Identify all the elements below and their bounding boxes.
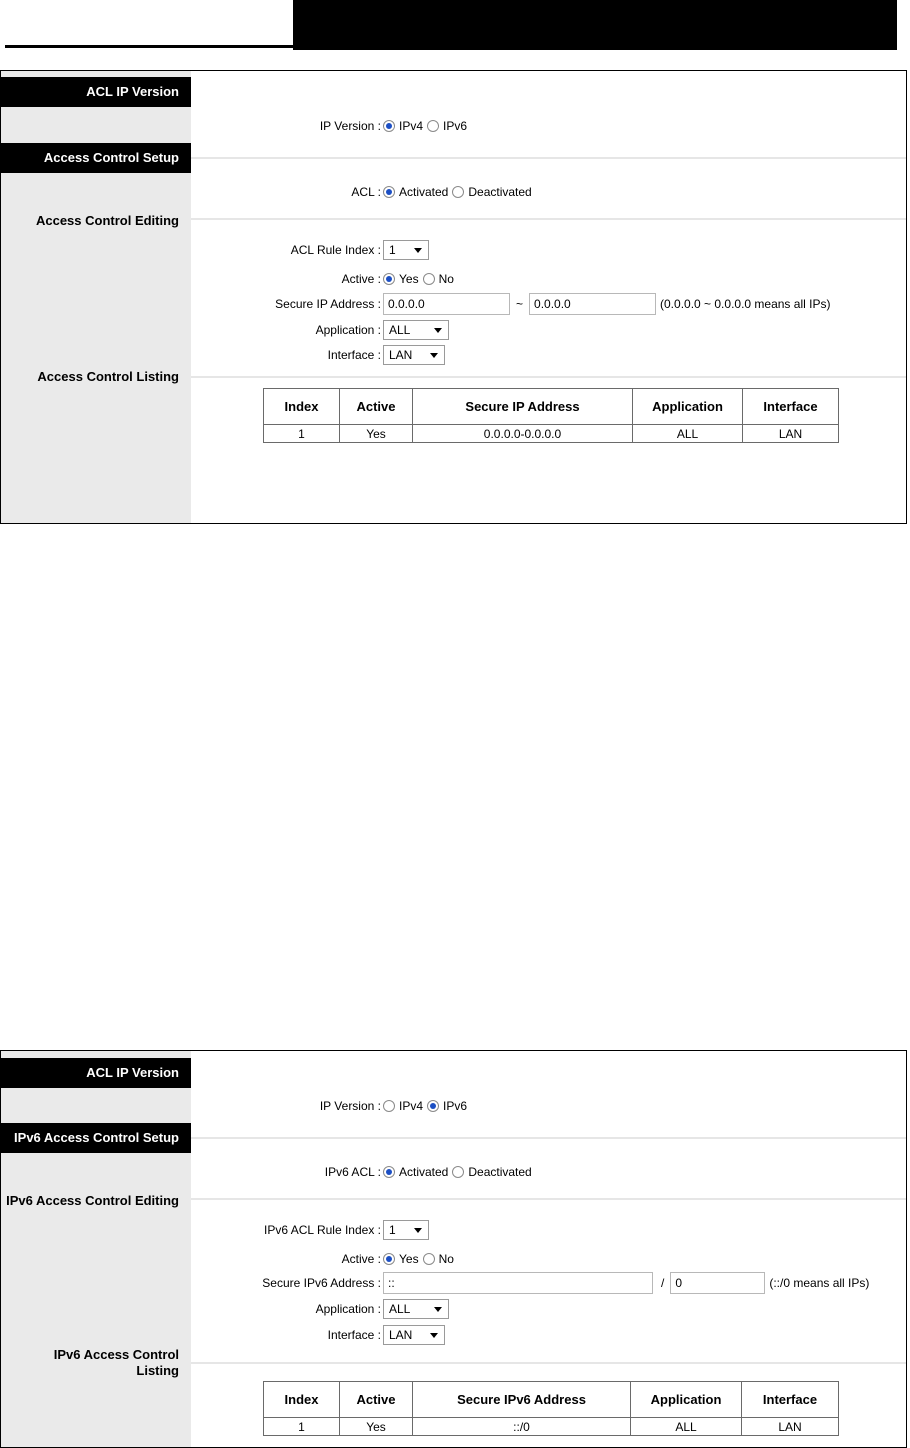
cell-secure-ip: 0.0.0.0-0.0.0.0 xyxy=(413,425,633,443)
rule-index-row xyxy=(191,238,906,262)
interface-select[interactable] xyxy=(383,345,445,365)
acl-ipv4-panel xyxy=(0,70,907,524)
section-ipv6-access-control-setup: IPv6 Access Control Setup xyxy=(1,1123,191,1153)
cell-interface: LAN xyxy=(742,1418,839,1436)
cell-active: Yes xyxy=(340,425,413,443)
acl-deactivated-radio[interactable] xyxy=(452,186,464,198)
active-no-radio[interactable] xyxy=(423,273,435,285)
divider xyxy=(191,376,906,378)
table-header-row xyxy=(264,1382,839,1418)
interface-select[interactable] xyxy=(383,1325,445,1345)
ip-version-label: IP Version : xyxy=(319,1099,381,1113)
secure-ip-row xyxy=(191,292,906,316)
ipv6-radio[interactable] xyxy=(427,120,439,132)
col-interface-header: Interface xyxy=(743,389,839,425)
interface-row xyxy=(191,343,906,367)
chevron-down-icon xyxy=(414,248,422,253)
acl-ipv6-panel xyxy=(0,1050,907,1448)
active-yes-label: Yes xyxy=(399,272,419,286)
cell-active: Yes xyxy=(340,1418,413,1436)
ip-version-row xyxy=(191,1094,906,1118)
col-application-header: Application xyxy=(633,389,743,425)
section-ipv6-access-control-editing: IPv6 Access Control Editing xyxy=(6,1193,179,1208)
section-access-control-listing: Access Control Listing xyxy=(37,369,179,384)
ipv6-radio-label: IPv6 xyxy=(443,119,468,133)
col-index-header: Index xyxy=(264,389,340,425)
table-header-row xyxy=(264,389,839,425)
rule-index-select[interactable] xyxy=(383,1220,429,1240)
secure-ip-hint: (0.0.0.0 ~ 0.0.0.0 means all IPs) xyxy=(660,297,831,311)
acl-activated-radio[interactable] xyxy=(383,186,395,198)
table-row xyxy=(264,1418,839,1436)
acl-activated-label: Activated xyxy=(399,1165,449,1179)
ipv6-acl-listing-table xyxy=(263,1381,839,1436)
active-no-radio[interactable] xyxy=(423,1253,435,1265)
interface-label: Interface : xyxy=(327,1328,381,1342)
cell-secure-ipv6: ::/0 xyxy=(413,1418,631,1436)
active-yes-radio[interactable] xyxy=(383,1253,395,1265)
chevron-down-icon xyxy=(430,1333,438,1338)
active-row xyxy=(191,267,906,291)
interface-value: LAN xyxy=(389,348,413,362)
prefix-separator: / xyxy=(661,1276,665,1290)
ipv6-radio-label: IPv6 xyxy=(443,1099,468,1113)
header-underline xyxy=(5,45,293,48)
divider xyxy=(191,218,906,220)
ipv6-radio[interactable] xyxy=(427,1100,439,1112)
active-label: Active : xyxy=(341,1252,381,1266)
col-application-header: Application xyxy=(631,1382,742,1418)
table-row xyxy=(264,425,839,443)
range-separator: ~ xyxy=(516,297,524,311)
secure-ip-label: Secure IP Address : xyxy=(275,297,381,311)
interface-value: LAN xyxy=(389,1328,413,1342)
rule-index-row xyxy=(191,1218,906,1242)
divider xyxy=(191,1137,906,1139)
application-select[interactable] xyxy=(383,320,449,340)
interface-row xyxy=(191,1323,906,1347)
cell-application: ALL xyxy=(633,425,743,443)
application-value: ALL xyxy=(389,1302,411,1316)
rule-index-select[interactable] xyxy=(383,240,429,260)
divider xyxy=(191,1362,906,1364)
acl-listing-table xyxy=(263,388,839,443)
prefix-length-input[interactable]: 0 xyxy=(670,1272,765,1294)
application-select[interactable] xyxy=(383,1299,449,1319)
chevron-down-icon xyxy=(430,353,438,358)
cell-index: 1 xyxy=(264,425,340,443)
application-row xyxy=(191,318,906,342)
section-access-control-setup: Access Control Setup xyxy=(1,143,191,173)
active-yes-radio[interactable] xyxy=(383,273,395,285)
listing-label-line2: Listing xyxy=(136,1363,179,1378)
col-interface-header: Interface xyxy=(742,1382,839,1418)
application-value: ALL xyxy=(389,323,411,337)
application-label: Application : xyxy=(315,1302,381,1316)
header-banner xyxy=(293,0,897,50)
active-yes-label: Yes xyxy=(399,1252,419,1266)
active-label: Active : xyxy=(341,272,381,286)
cell-interface: LAN xyxy=(743,425,839,443)
ipv4-radio-label: IPv4 xyxy=(399,1099,424,1113)
chevron-down-icon xyxy=(434,328,442,333)
application-label: Application : xyxy=(315,323,381,337)
interface-label: Interface : xyxy=(327,348,381,362)
acl-activated-radio[interactable] xyxy=(383,1166,395,1178)
active-no-label: No xyxy=(438,272,454,286)
col-secure-ip-header: Secure IP Address xyxy=(413,389,633,425)
divider xyxy=(191,157,906,159)
secure-ip-end-input[interactable]: 0.0.0.0 xyxy=(529,293,656,315)
rule-index-label: ACL Rule Index : xyxy=(290,243,381,257)
divider xyxy=(191,1198,906,1200)
secure-ipv6-row xyxy=(191,1271,906,1295)
section-sidebar xyxy=(1,71,191,523)
cell-application: ALL xyxy=(631,1418,742,1436)
rule-index-label: IPv6 ACL Rule Index : xyxy=(264,1223,381,1237)
ip-version-label: IP Version : xyxy=(319,119,381,133)
ipv4-radio[interactable] xyxy=(383,120,395,132)
col-active-header: Active xyxy=(340,1382,413,1418)
section-access-control-editing: Access Control Editing xyxy=(35,213,179,228)
acl-row xyxy=(191,180,906,204)
secure-ipv6-address-input[interactable]: :: xyxy=(383,1272,653,1294)
section-sidebar xyxy=(1,1051,191,1447)
section-acl-ip-version: ACL IP Version xyxy=(1,1058,191,1088)
acl-label: ACL : xyxy=(351,185,381,199)
chevron-down-icon xyxy=(414,1228,422,1233)
cell-index: 1 xyxy=(264,1418,340,1436)
col-secure-ipv6-header: Secure IPv6 Address xyxy=(413,1382,631,1418)
rule-index-value: 1 xyxy=(389,243,396,257)
active-no-label: No xyxy=(438,1252,454,1266)
rule-index-value: 1 xyxy=(389,1223,396,1237)
listing-label-line1: IPv6 Access Control xyxy=(53,1347,179,1362)
acl-activated-label: Activated xyxy=(399,185,449,199)
active-row xyxy=(191,1247,906,1271)
section-ipv6-access-control-listing xyxy=(1,1347,191,1379)
col-active-header: Active xyxy=(340,389,413,425)
ipv4-radio[interactable] xyxy=(383,1100,395,1112)
secure-ipv6-hint: (::/0 means all IPs) xyxy=(769,1276,870,1290)
ipv6-acl-row xyxy=(191,1160,906,1184)
col-index-header: Index xyxy=(264,1382,340,1418)
acl-deactivated-label: Deactivated xyxy=(468,185,532,199)
secure-ipv6-label: Secure IPv6 Address : xyxy=(262,1276,381,1290)
ipv4-radio-label: IPv4 xyxy=(399,119,424,133)
ipv6-acl-label: IPv6 ACL : xyxy=(324,1165,381,1179)
secure-ip-start-input[interactable]: 0.0.0.0 xyxy=(383,293,510,315)
acl-deactivated-radio[interactable] xyxy=(452,1166,464,1178)
section-acl-ip-version: ACL IP Version xyxy=(1,77,191,107)
chevron-down-icon xyxy=(434,1307,442,1312)
ip-version-row xyxy=(191,114,906,138)
application-row xyxy=(191,1297,906,1321)
acl-deactivated-label: Deactivated xyxy=(468,1165,532,1179)
